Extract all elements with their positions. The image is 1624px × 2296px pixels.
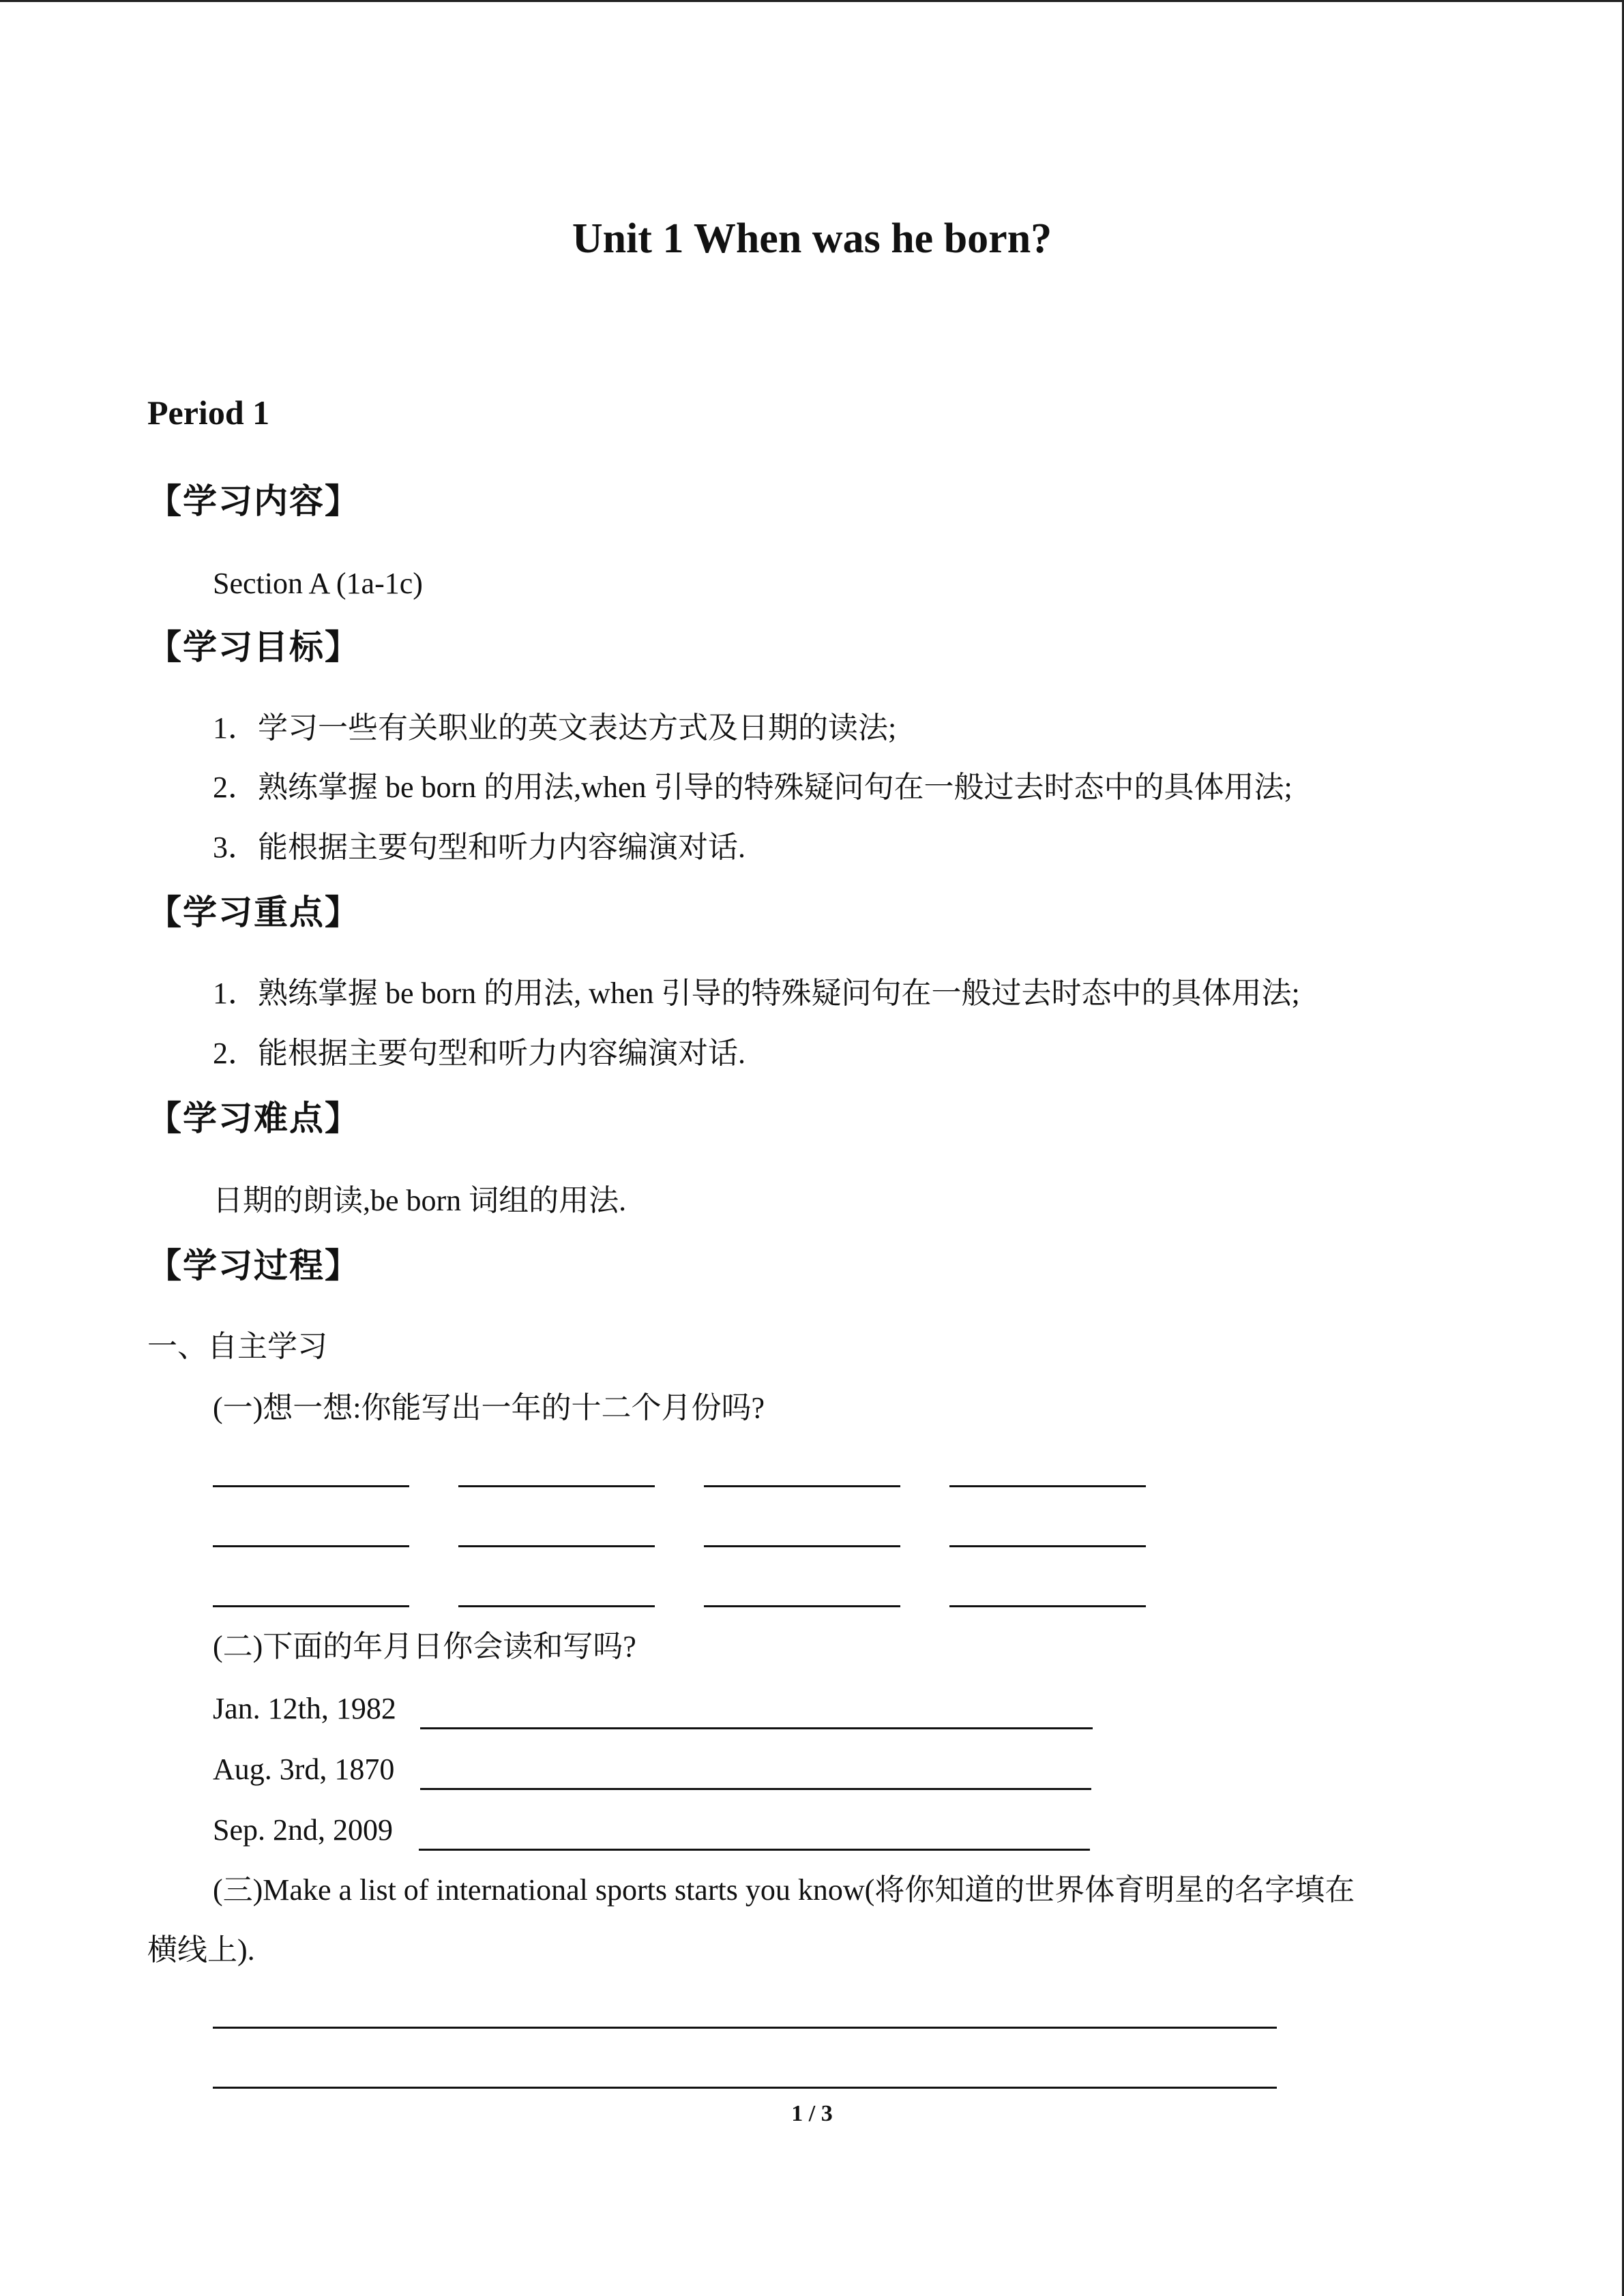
goal-item-2: 2．熟练掌握 be born 的用法,when 引导的特殊疑问句在一般过去时态中的具体用法; bbox=[213, 771, 1293, 804]
page-border-top bbox=[0, 0, 1624, 2]
key-point-item-2: 2．能根据主要句型和听力内容编演对话. bbox=[213, 1037, 745, 1070]
goals-heading: 【学习目标】 bbox=[147, 627, 360, 667]
question-3-line-1: (三)Make a list of international sports starts you know(将你知道的世界体育明星的名字填在 bbox=[213, 1873, 1355, 1907]
month-blank[interactable] bbox=[458, 1545, 655, 1547]
month-blank[interactable] bbox=[704, 1605, 900, 1607]
question-3-line-2: 横线上). bbox=[147, 1933, 255, 1967]
process-heading: 【学习过程】 bbox=[147, 1246, 360, 1285]
date-answer-blank[interactable] bbox=[419, 1849, 1090, 1851]
month-blank[interactable] bbox=[458, 1485, 655, 1487]
month-blank[interactable] bbox=[213, 1545, 409, 1547]
key-point-item-1: 1．熟练掌握 be born 的用法, when 引导的特殊疑问句在一般过去时态中的具体用法; bbox=[213, 976, 1300, 1010]
content-heading: 【学习内容】 bbox=[147, 481, 360, 521]
month-blank[interactable] bbox=[704, 1545, 900, 1547]
month-blank[interactable] bbox=[213, 1605, 409, 1607]
month-blank[interactable] bbox=[213, 1485, 409, 1487]
question-2: (二)下面的年月日你会读和写吗? bbox=[213, 1630, 636, 1663]
month-blank[interactable] bbox=[458, 1605, 655, 1607]
date-answer-blank[interactable] bbox=[420, 1788, 1091, 1790]
answer-line[interactable] bbox=[213, 2027, 1277, 2029]
page-title: Unit 1 When was he born? bbox=[572, 215, 1052, 262]
question-1: (一)想一想:你能写出一年的十二个月份吗? bbox=[213, 1391, 765, 1425]
difficulties-heading: 【学习难点】 bbox=[147, 1099, 360, 1138]
date-item-2: Aug. 3rd, 1870 bbox=[213, 1753, 395, 1786]
page-number: 1 / 3 bbox=[791, 2101, 833, 2126]
content-text: Section A (1a-1c) bbox=[213, 567, 423, 600]
month-blank[interactable] bbox=[949, 1485, 1146, 1487]
month-blank[interactable] bbox=[949, 1545, 1146, 1547]
goal-item-1: 1．学习一些有关职业的英文表达方式及日期的读法; bbox=[213, 711, 897, 745]
date-item-3: Sep. 2nd, 2009 bbox=[213, 1813, 393, 1847]
goal-item-3: 3．能根据主要句型和听力内容编演对话. bbox=[213, 831, 745, 864]
date-answer-blank[interactable] bbox=[420, 1727, 1093, 1729]
key-points-heading: 【学习重点】 bbox=[147, 893, 360, 932]
month-blank[interactable] bbox=[949, 1605, 1146, 1607]
answer-line[interactable] bbox=[213, 2087, 1277, 2089]
month-blank[interactable] bbox=[704, 1485, 900, 1487]
self-study-heading: 一、自主学习 bbox=[147, 1330, 327, 1363]
date-item-1: Jan. 12th, 1982 bbox=[213, 1692, 396, 1725]
difficulties-text: 日期的朗读,be born 词组的用法. bbox=[213, 1184, 627, 1217]
period-heading: Period 1 bbox=[147, 393, 270, 432]
